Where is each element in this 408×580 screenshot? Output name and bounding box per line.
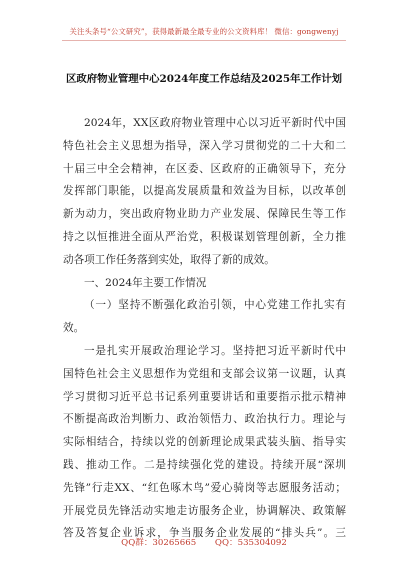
header-banner: 关注头条号“公文研究”，获得最新最全最专业的公文资料库！ 微信：gongwenyj [69, 27, 339, 36]
body-line: 一、2024年主要工作情况 [84, 276, 207, 289]
body-line: 一是扎实开展政治理论学习。坚持把习近平新时代中 [84, 344, 346, 357]
body-line: 国特色社会主义思想作为党组和支部会议第一议题，认真 [63, 367, 346, 380]
body-line: 学习贯彻习近平总书记系列重要讲话和重要指示批示精神 [63, 390, 346, 403]
body-line: 实际相结合，持续以党的创新理论成果武装头脑、指导实 [63, 436, 346, 449]
document-body [63, 112, 346, 545]
body-line: 持之以恒推进全面从严治党，积极谋划管理创新，全力推 [63, 230, 346, 243]
document-title: 区政府物业管理中心2024年度工作总结及2025年工作计划 [65, 73, 343, 85]
footer-contact [0, 536, 408, 548]
footer-qq-group: QQ群：30265665 [121, 538, 197, 548]
body-line: 新为动力，突出政府物业助力产业发展、保障民生等工作 [63, 208, 346, 221]
body-line: 践、推动工作。二是持续强化党的建设。持续开展“深圳 [63, 458, 346, 471]
body-line: 十届三中全会精神，在区委、区政府的正确领导下，充分 [63, 162, 346, 175]
body-line: 特色社会主义思想为指导，深入学习贯彻党的二十大和二 [63, 139, 346, 152]
body-line: 答及答复企业诉求，争当服务企业发展的“排头兵”。三 [63, 527, 346, 540]
body-line: 开展党员先锋活动实地走访服务企业，协调解决、政策解 [63, 504, 346, 517]
body-line: 2024年，XX区政府物业管理中心以习近平新时代中国 [84, 117, 346, 129]
footer-qq: QQ：535304092 [214, 538, 287, 548]
body-line: 先锋”行走XX、“红色啄木鸟”爱心骑岗等志愿服务活动； [63, 481, 346, 494]
body-line: 动各项工作任务落到实处，取得了新的成效。 [63, 253, 275, 266]
body-line: 发挥部门职能，以提高发展质量和效益为目标，以改革创 [63, 185, 346, 198]
body-line: 效。 [63, 322, 85, 335]
body-line: 不断提高政治判断力、政治领悟力、政治执行力。理论与 [63, 413, 346, 426]
body-line: （一）坚持不断强化政治引领，中心党建工作扎实有 [84, 299, 346, 312]
header-divider [62, 40, 346, 41]
